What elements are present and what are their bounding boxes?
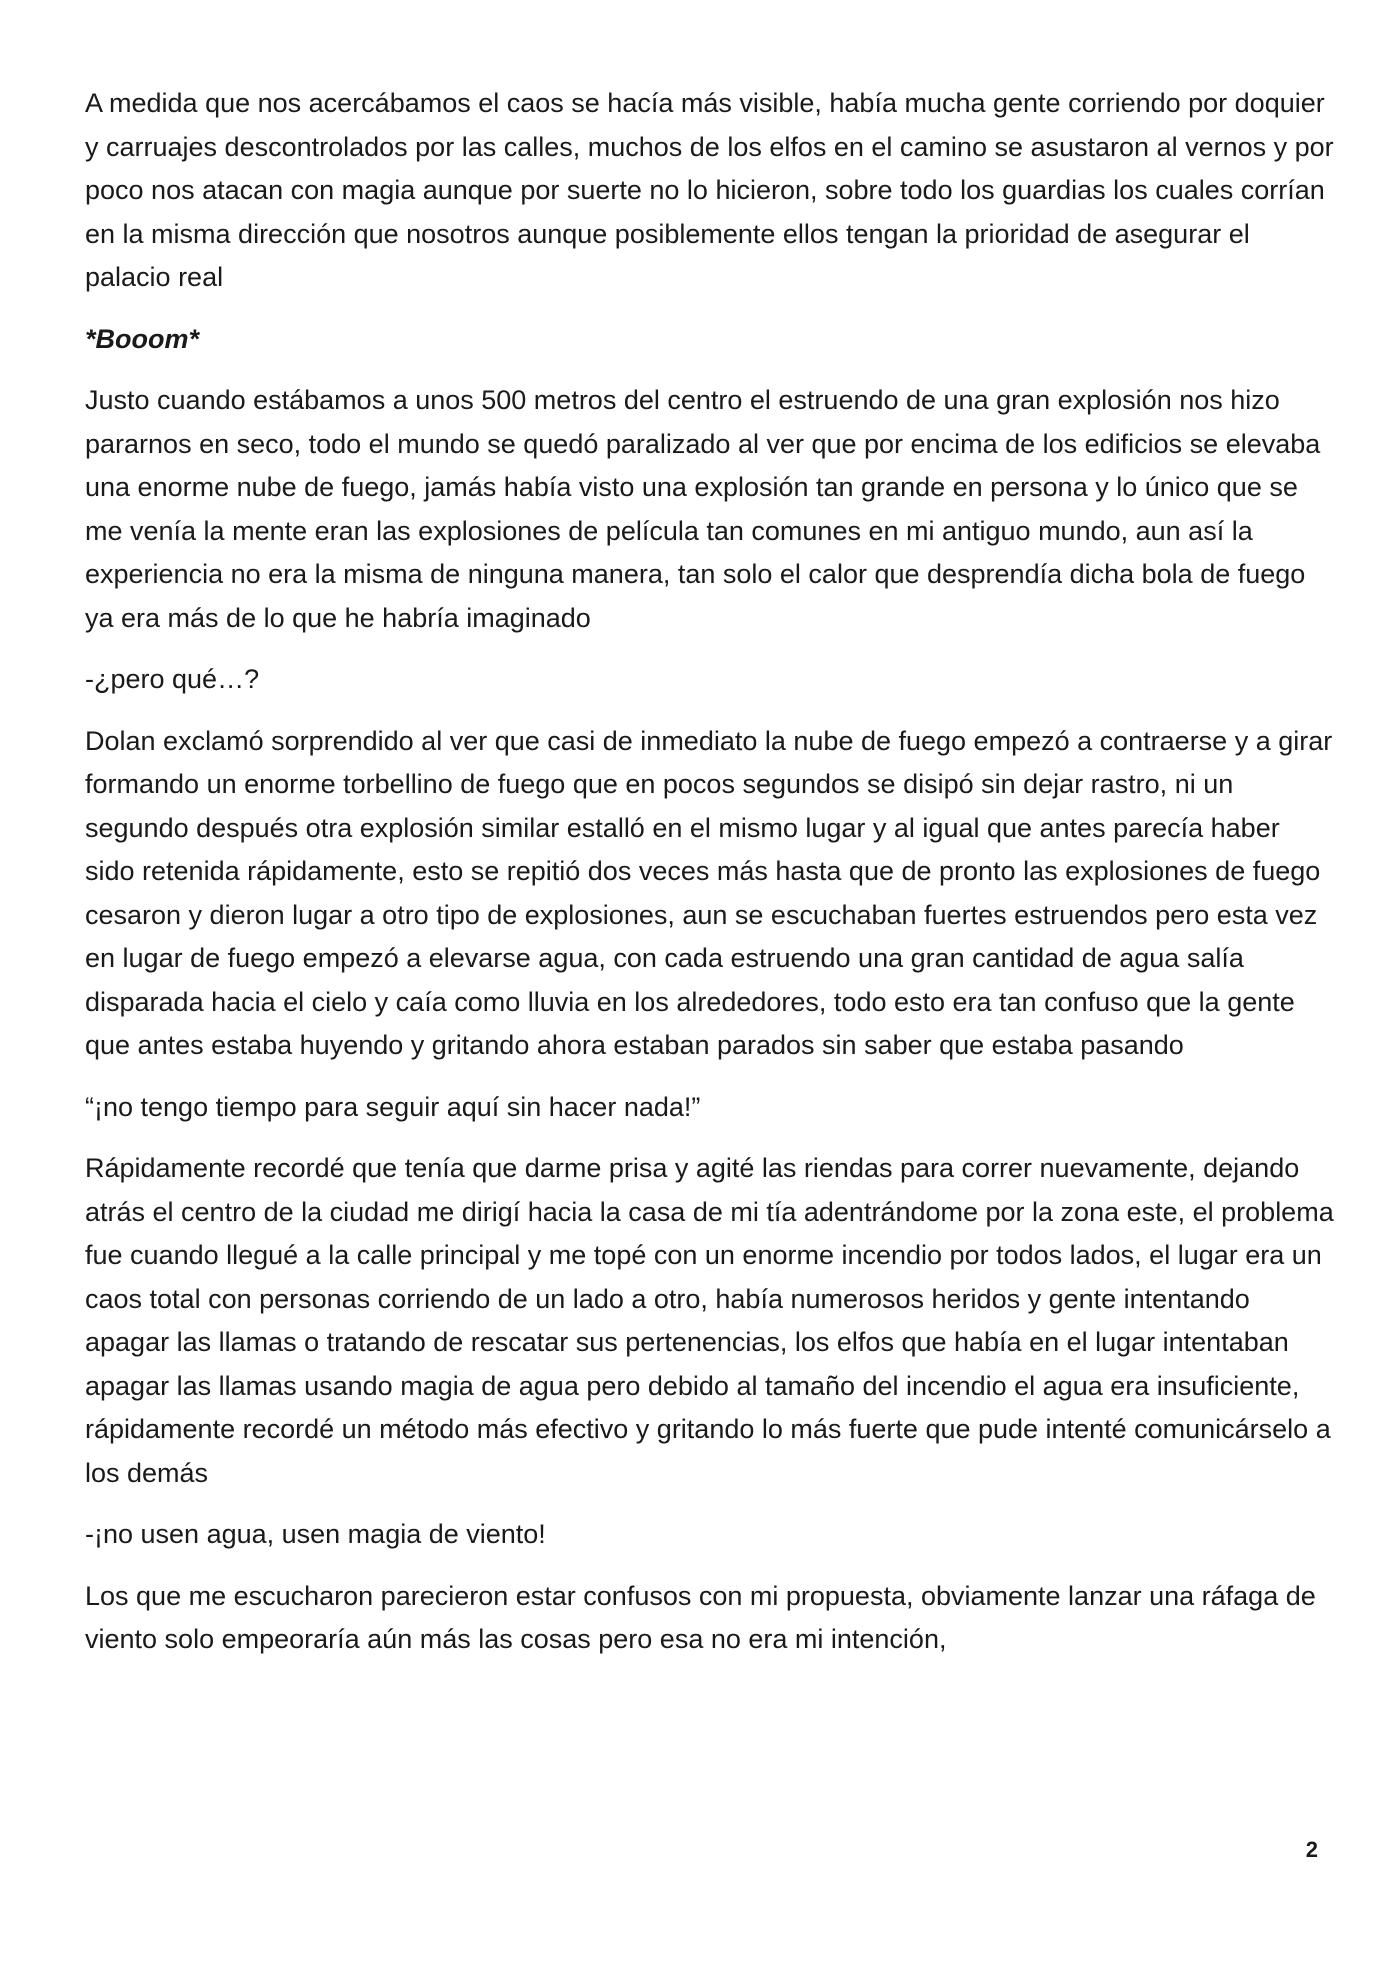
dialogue-pero-que: -¿pero qué…? <box>85 664 260 694</box>
paragraph-explosion: Justo cuando estábamos a unos 500 metros del centro el estruendo de una gran explosión nos hizo pararnos en seco, todo el mundo se quedó paralizado al ver que por encima de los edificios se elevaba una enorme nube de fuego, jamás había visto una explosión tan grande en persona y lo único que se me venía la mente eran las explosiones de película tan comunes en mi antiguo mundo, aun así la experiencia no era la misma de ninguna manera, tan solo el calor que desprendía dicha bola de fuego ya era más de lo que he habría imaginado <box>85 385 1321 633</box>
page-number: 2 <box>1305 1837 1318 1862</box>
paragraph-fire-whirlwind: Dolan exclamó sorprendido al ver que casi de inmediato la nube de fuego empezó a contraerse y a girar formando un enorme torbellino de fuego que en pocos segundos se disipó sin dejar rastro, ni un segundo después otra explosión similar estalló en el mismo lugar y al igual que antes parecía haber sido retenida rápidamente, esto se repitió dos veces más hasta que de pronto las explosiones de fuego cesaron y dieron lugar a otro tipo de explosiones, aun se escuchaban fuertes estruendos pero esta vez en lugar de fuego empezó a elevarse agua, con cada estruendo una gran cantidad de agua salía disparada hacia el cielo y caía como lluvia en los alrededores, todo esto era tan confuso que la gente que antes estaba huyendo y gritando ahora estaban parados sin saber que estaba pasando <box>85 725 1333 1060</box>
thought-no-time: “¡no tengo tiempo para seguir aquí sin hacer nada!” <box>85 1091 701 1122</box>
sound-effect-boom: *Booom* <box>85 323 199 354</box>
dialogue-use-wind: -¡no usen agua, usen magia de viento! <box>85 1519 546 1549</box>
paragraph-fire-street: Rápidamente recordé que tenía que darme prisa y agité las riendas para correr nuevamente, dejando atrás el centro de la ciudad me dirigí hacia la casa de mi tía adentrándome por la zona este, el problema fue cuando llegué a la calle principal y me topé con un enorme incendio por todos lados, el lugar era un caos total con personas corriendo de un lado a otro, había numerosos heridos y gente intentando apagar las llamas o tratando de rescatar sus pertenencias, los elfos que había en el lugar intentaban apagar las llamas usando magia de agua pero debido al tamaño del incendio el agua era insuficiente, rápidamente recordé un método más efectivo y gritando lo más fuerte que pude intenté comunicárselo a los demás <box>85 1153 1334 1488</box>
paragraph-approach-chaos: A medida que nos acercábamos el caos se hacía más visible, había mucha gente corriendo por doquier y carruajes descontrolados por las calles, muchos de los elfos en el camino se asustaron al vernos y por poco nos atacan con magia aunque por suerte no lo hicieron, sobre todo los guardias los cuales corrían en la misma dirección que nosotros aunque posiblemente ellos tengan la prioridad de asegurar el palacio real <box>85 88 1334 292</box>
paragraph-confused-crowd: Los que me escucharon parecieron estar confusos con mi propuesta, obviamente lanzar una ráfaga de viento solo empeoraría aún más las cosas pero esa no era mi intención, <box>85 1580 1316 1654</box>
document-page <box>85 82 1335 1680</box>
